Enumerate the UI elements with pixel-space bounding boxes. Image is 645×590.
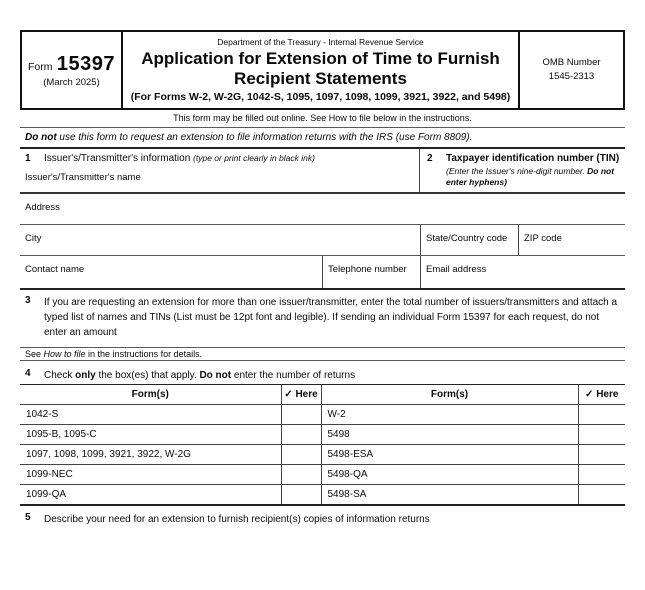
contact-name-label: Contact name (25, 264, 85, 275)
address-field[interactable] (20, 194, 625, 225)
address-label: Address (25, 202, 60, 213)
forms-header-left: Form(s) (20, 385, 281, 405)
city-label: City (25, 233, 42, 244)
line-4-text: Check only the box(es) that apply. Do not enter the number of returns (44, 370, 356, 381)
issuer-and-tin-section (20, 149, 625, 194)
city-state-zip-row (20, 225, 625, 256)
forms-checkbox-table (20, 384, 625, 506)
form-name-cell: 5498-QA (321, 465, 578, 485)
line-2-heading (427, 153, 623, 188)
form-name-cell: 1097, 1098, 1099, 3921, 3922, W-2G (20, 445, 281, 465)
form-subtitle: (For Forms W-2, W-2G, 1042-S, 1095, 1097, 1098, 1099, 3921, 3922, and 5498) (130, 91, 511, 104)
checkbox-cell[interactable] (578, 465, 625, 485)
here-label: Here (596, 389, 619, 400)
state-country-code-label: State/Country code (426, 233, 508, 244)
tin-field[interactable] (420, 149, 625, 192)
form-name-cell: 1095-B, 1095-C (20, 425, 281, 445)
tin-note-bold: Do not enter hyphens) (446, 166, 615, 188)
table-row (20, 445, 625, 465)
do-not-use-warning (20, 128, 625, 149)
checkbox-cell[interactable] (281, 425, 321, 445)
online-filing-notice: This form may be filled out online. See How to file below in the instructions. (20, 110, 625, 128)
issuer-info-label: Issuer's/Transmitter's information (44, 153, 194, 164)
email-address-label: Email address (426, 264, 487, 275)
checkbox-cell[interactable] (578, 405, 625, 425)
form-name-cell: 1042-S (20, 405, 281, 425)
warning-bold-text: Do not (25, 132, 57, 143)
issuer-info-note: (type or print clearly in black ink) (193, 153, 315, 163)
telephone-number-field[interactable] (322, 256, 420, 288)
tin-note-regular: (Enter the Issuer's nine-digit number. (446, 166, 588, 176)
form-number: 15397 (56, 52, 116, 75)
line-4-number: 4 (25, 368, 31, 379)
form-name-cell: 1099-QA (20, 485, 281, 505)
tin-label: Taxpayer identification number (TIN) (446, 153, 620, 164)
omb-label: OMB Number (542, 57, 601, 69)
form-word: Form (27, 60, 53, 73)
check-here-header-right (578, 385, 625, 405)
omb-block (518, 32, 623, 108)
form-name-cell: 1099-NEC (20, 465, 281, 485)
form-name-cell: 5498-SA (321, 485, 578, 505)
line-3-multiple-issuers[interactable] (20, 290, 625, 348)
tin-label-block (446, 153, 623, 188)
form-name-cell: 5498 (321, 425, 578, 445)
contact-row (20, 256, 625, 290)
tin-note (446, 166, 623, 188)
line-3-number: 3 (25, 295, 31, 306)
table-row (20, 425, 625, 445)
line-1-heading (25, 153, 415, 164)
zip-code-label: ZIP code (524, 233, 562, 244)
table-row (20, 485, 625, 505)
form-title-line2: Recipient Statements (234, 69, 407, 88)
table-row (20, 405, 625, 425)
checkbox-cell[interactable] (281, 405, 321, 425)
city-field[interactable] (20, 225, 420, 255)
see-note-suffix: in the instructions for details. (85, 349, 203, 359)
telephone-number-label: Telephone number (328, 264, 407, 275)
contact-name-field[interactable] (20, 256, 322, 288)
see-instructions-note (20, 348, 625, 361)
agency-line: Department of the Treasury - Internal Revenue Service (217, 36, 424, 47)
see-note-prefix: See (25, 349, 44, 359)
check-here-header-left (281, 385, 321, 405)
line-1-number: 1 (25, 153, 31, 164)
line-4-check-boxes-heading (20, 361, 625, 384)
form-header (20, 30, 625, 110)
checkbox-cell[interactable] (578, 425, 625, 445)
warning-rest-text: use this form to request an extension to file information returns with the IRS (use Form 8809). (56, 132, 473, 143)
here-label: Here (295, 389, 318, 400)
issuer-name-label: Issuer's/Transmitter's name (25, 172, 141, 183)
form-number-block (22, 32, 123, 108)
form-name-cell: W-2 (321, 405, 578, 425)
zip-code-field[interactable] (518, 225, 625, 255)
line-3-text: If you are requesting an extension for more than one issuer/transmitter, enter the total number of issuers/transmitters and attach a typed list of names and TINs (List must be 12pt font and legible). If sending an individual Form 15397 for each request, do not enter an amount (44, 297, 618, 338)
checkbox-cell[interactable] (578, 445, 625, 465)
extension-reason-field[interactable] (20, 527, 625, 587)
forms-header-right: Form(s) (321, 385, 578, 405)
form-name-cell: 5498-ESA (321, 445, 578, 465)
issuer-name-field[interactable] (25, 172, 415, 183)
line-5-text: Describe your need for an extension to furnish recipient(s) copies of information returns (44, 513, 430, 525)
checkbox-cell[interactable] (281, 485, 321, 505)
omb-number: 1545-2313 (548, 71, 595, 82)
checkbox-cell[interactable] (578, 485, 625, 505)
table-header-row (20, 385, 625, 405)
line-2-number: 2 (427, 153, 433, 164)
checkbox-cell[interactable] (281, 445, 321, 465)
form-15397-page (20, 30, 625, 587)
form-title-line1: Application for Extension of Time to Furnish (141, 48, 500, 68)
form-title-block (123, 32, 518, 108)
email-address-field[interactable] (420, 256, 625, 288)
table-row (20, 465, 625, 485)
checkmark-icon: ✓ (585, 389, 594, 400)
see-note-italic: How to file (43, 349, 86, 359)
issuer-information-box (20, 149, 420, 192)
line-5-number: 5 (25, 511, 31, 523)
revision-date: (March 2025) (43, 76, 100, 88)
checkmark-icon: ✓ (284, 389, 293, 400)
form-number-line (22, 53, 121, 76)
line-1-label-wrap (44, 153, 315, 164)
state-country-code-field[interactable] (420, 225, 518, 255)
checkbox-cell[interactable] (281, 465, 321, 485)
line-5-describe-need-heading (20, 506, 625, 527)
